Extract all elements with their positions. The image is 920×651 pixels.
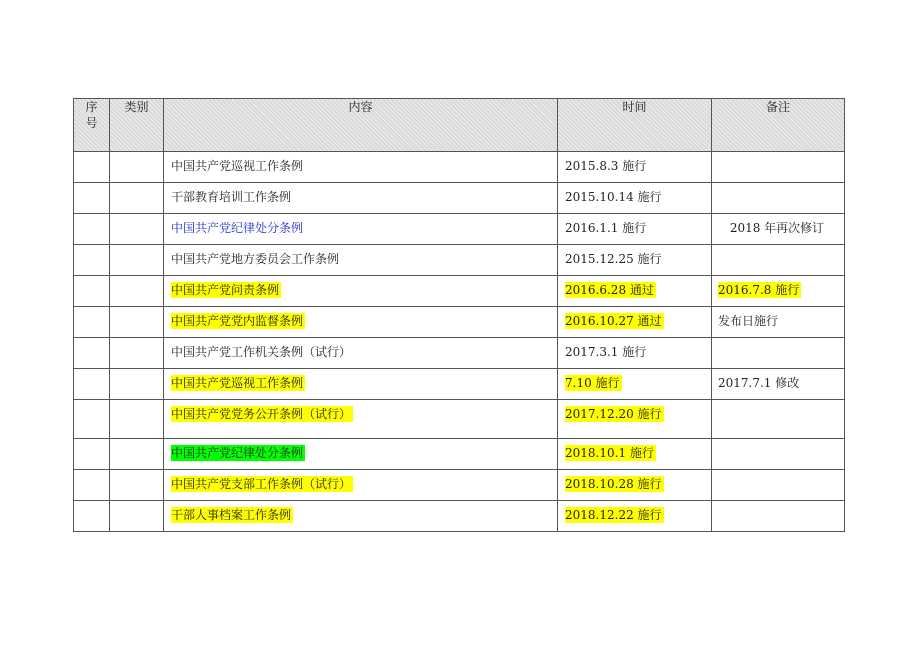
cell-note <box>712 338 845 369</box>
cell-content <box>164 214 558 245</box>
table-row <box>74 152 845 183</box>
cell-time <box>558 307 712 338</box>
header-seq <box>74 99 110 152</box>
time-text: 2016.10.27 通过 <box>565 314 662 328</box>
cell-category <box>110 245 164 276</box>
table-header-row <box>74 99 845 152</box>
cell-category <box>110 400 164 439</box>
time-text: 2015.8.3 施行 <box>565 159 647 173</box>
header-category: 类别 <box>110 99 164 152</box>
cell-category <box>110 152 164 183</box>
header-content: 内容 <box>164 99 558 152</box>
table-row <box>74 369 845 400</box>
cell-note <box>712 501 845 532</box>
table-row <box>74 439 845 470</box>
cell-seq <box>74 470 110 501</box>
cell-seq <box>74 214 110 245</box>
table-row <box>74 245 845 276</box>
cell-category <box>110 439 164 470</box>
cell-note <box>712 276 845 307</box>
cell-time <box>558 501 712 532</box>
table-row <box>74 183 845 214</box>
content-text: 中国共产党地方委员会工作条例 <box>171 252 340 266</box>
note-text: 发布日施行 <box>718 314 779 328</box>
note-text: 2016.7.8 施行 <box>718 283 800 297</box>
cell-time <box>558 338 712 369</box>
time-text: 7.10 施行 <box>565 376 620 390</box>
cell-time <box>558 183 712 214</box>
regulations-table <box>73 98 845 532</box>
content-text: 中国共产党纪律处分条例 <box>171 446 304 460</box>
cell-time <box>558 152 712 183</box>
content-text: 中国共产党巡视工作条例 <box>171 376 304 390</box>
cell-content <box>164 183 558 214</box>
note-text: 2017.7.1 修改 <box>718 376 800 390</box>
content-text: 中国共产党工作机关条例（试行） <box>171 345 352 359</box>
cell-note <box>712 470 845 501</box>
cell-time <box>558 400 712 439</box>
content-text: 中国共产党支部工作条例（试行） <box>171 477 352 491</box>
cell-category <box>110 369 164 400</box>
table-row <box>74 470 845 501</box>
table-row <box>74 501 845 532</box>
time-text: 2015.12.25 施行 <box>565 252 662 266</box>
content-text: 中国共产党纪律处分条例 <box>171 221 304 235</box>
time-text: 2017.3.1 施行 <box>565 345 647 359</box>
content-text: 中国共产党党内监督条例 <box>171 314 304 328</box>
cell-content <box>164 338 558 369</box>
content-text: 干部人事档案工作条例 <box>171 508 292 522</box>
table-row <box>74 400 845 439</box>
cell-time <box>558 470 712 501</box>
content-text: 中国共产党巡视工作条例 <box>171 159 304 173</box>
cell-time <box>558 245 712 276</box>
time-text: 2018.10.1 施行 <box>565 446 654 460</box>
cell-content <box>164 369 558 400</box>
cell-content <box>164 307 558 338</box>
time-text: 2016.6.28 通过 <box>565 283 654 297</box>
cell-time <box>558 369 712 400</box>
content-text: 中国共产党党务公开条例（试行） <box>171 407 352 421</box>
cell-time <box>558 214 712 245</box>
content-text: 中国共产党问责条例 <box>171 283 280 297</box>
cell-category <box>110 501 164 532</box>
cell-seq <box>74 183 110 214</box>
cell-note <box>712 369 845 400</box>
table-row <box>74 276 845 307</box>
cell-note <box>712 245 845 276</box>
note-text: 2018 年再次修订 <box>729 221 825 235</box>
cell-seq <box>74 369 110 400</box>
cell-note <box>712 214 845 245</box>
cell-seq <box>74 152 110 183</box>
header-seq-label: 序 号 <box>85 100 98 130</box>
cell-content <box>164 152 558 183</box>
cell-content <box>164 439 558 470</box>
time-text: 2016.1.1 施行 <box>565 221 647 235</box>
cell-note <box>712 400 845 439</box>
cell-seq <box>74 307 110 338</box>
cell-category <box>110 214 164 245</box>
header-note: 备注 <box>712 99 845 152</box>
cell-seq <box>74 439 110 470</box>
time-text: 2018.10.28 施行 <box>565 477 662 491</box>
cell-time <box>558 276 712 307</box>
cell-content <box>164 400 558 439</box>
time-text: 2018.12.22 施行 <box>565 508 662 522</box>
cell-category <box>110 338 164 369</box>
time-text: 2017.12.20 施行 <box>565 407 662 421</box>
cell-content <box>164 276 558 307</box>
cell-content <box>164 245 558 276</box>
table-row <box>74 307 845 338</box>
header-time: 时间 <box>558 99 712 152</box>
cell-seq <box>74 245 110 276</box>
time-text: 2015.10.14 施行 <box>565 190 662 204</box>
cell-seq <box>74 338 110 369</box>
table-row <box>74 338 845 369</box>
cell-time <box>558 439 712 470</box>
cell-category <box>110 183 164 214</box>
cell-category <box>110 276 164 307</box>
cell-seq <box>74 400 110 439</box>
content-text: 干部教育培训工作条例 <box>171 190 292 204</box>
cell-content <box>164 501 558 532</box>
cell-note <box>712 439 845 470</box>
cell-category <box>110 470 164 501</box>
cell-content <box>164 470 558 501</box>
table-row <box>74 214 845 245</box>
cell-note <box>712 152 845 183</box>
cell-seq <box>74 276 110 307</box>
cell-category <box>110 307 164 338</box>
cell-seq <box>74 501 110 532</box>
cell-note <box>712 183 845 214</box>
cell-note <box>712 307 845 338</box>
